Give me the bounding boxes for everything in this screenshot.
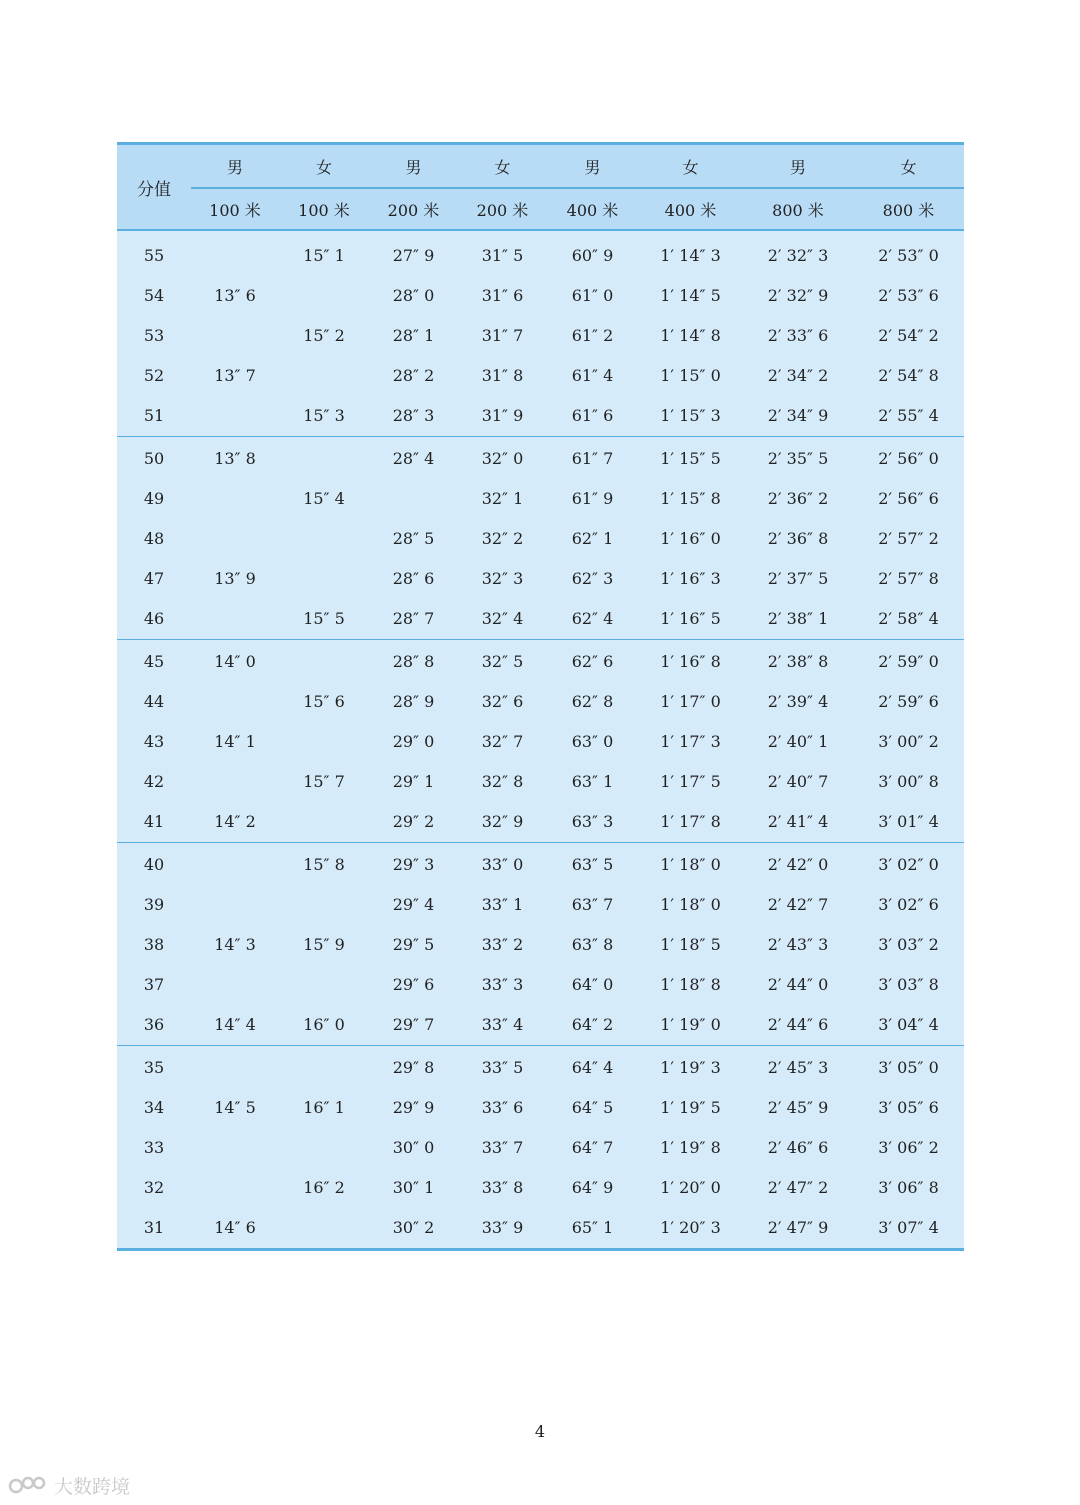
- score-cell: 33: [143, 1137, 165, 1157]
- time-cell: 62″ 6: [571, 652, 614, 672]
- table-row: [117, 682, 964, 722]
- time-cell: 29″ 5: [392, 934, 435, 954]
- time-cell: 2′ 34″ 9: [767, 405, 829, 425]
- event-header: 200 米: [387, 200, 440, 220]
- time-cell: 32″ 0: [481, 449, 524, 469]
- time-cell: 14″ 1: [214, 731, 256, 751]
- time-cell: 3′ 02″ 0: [878, 855, 939, 875]
- time-cell: 33″ 2: [481, 934, 524, 954]
- time-cell: 2′ 54″ 8: [878, 365, 939, 385]
- time-cell: 28″ 1: [392, 325, 435, 345]
- event-header: 800 米: [882, 200, 935, 220]
- time-cell: 32″ 2: [481, 528, 524, 548]
- time-cell: 2′ 56″ 0: [878, 449, 939, 469]
- table-header: [117, 145, 964, 231]
- time-cell: 29″ 9: [392, 1098, 435, 1118]
- time-cell: 62″ 8: [571, 692, 614, 712]
- table-row: [117, 1004, 964, 1044]
- time-cell: 2′ 40″ 1: [767, 731, 829, 751]
- time-cell: 63″ 5: [571, 855, 614, 875]
- time-cell: 1′ 19″ 3: [660, 1058, 721, 1078]
- event-header-row: [191, 189, 964, 229]
- time-cell: 15″ 9: [303, 934, 345, 954]
- time-cell: 33″ 1: [481, 895, 524, 915]
- watermark: [8, 1470, 130, 1500]
- table-row: [117, 479, 964, 519]
- time-cell: 2′ 46″ 6: [767, 1137, 829, 1157]
- score-column-header: 分值: [137, 179, 171, 200]
- time-cell: 1′ 15″ 3: [660, 405, 721, 425]
- score-cell: 47: [143, 568, 165, 588]
- table-row: [117, 395, 964, 435]
- table-row: [117, 722, 964, 762]
- time-cell: 28″ 0: [392, 286, 435, 306]
- time-cell: 1′ 16″ 5: [660, 608, 721, 628]
- time-cell: 2′ 32″ 3: [767, 246, 829, 266]
- time-cell: 16″ 1: [303, 1098, 345, 1118]
- gender-header: 男: [226, 157, 243, 177]
- time-cell: 2′ 42″ 7: [767, 895, 829, 915]
- time-cell: 14″ 0: [214, 652, 256, 672]
- time-cell: 2′ 58″ 4: [878, 608, 939, 628]
- time-cell: 33″ 6: [481, 1098, 524, 1118]
- time-cell: 15″ 2: [303, 325, 345, 345]
- table-row: [117, 642, 964, 682]
- time-cell: 32″ 6: [481, 692, 524, 712]
- time-cell: 33″ 0: [481, 855, 524, 875]
- score-cell: 51: [143, 405, 165, 425]
- table-row: [117, 801, 964, 841]
- time-cell: 2′ 55″ 4: [878, 405, 939, 425]
- time-cell: 30″ 0: [392, 1137, 435, 1157]
- time-cell: 32″ 7: [481, 731, 524, 751]
- time-cell: 3′ 06″ 2: [878, 1137, 939, 1157]
- time-cell: 31″ 8: [481, 365, 524, 385]
- time-cell: 27″ 9: [392, 246, 435, 266]
- table-row: [117, 236, 964, 276]
- time-cell: 62″ 4: [571, 608, 614, 628]
- score-cell: 55: [143, 246, 165, 266]
- time-cell: 3′ 03″ 8: [878, 974, 939, 994]
- time-cell: 2′ 47″ 9: [767, 1217, 829, 1237]
- score-cell: 37: [143, 974, 165, 994]
- time-cell: 2′ 38″ 8: [767, 652, 829, 672]
- time-cell: 63″ 3: [571, 811, 614, 831]
- time-cell: 2′ 54″ 2: [878, 325, 939, 345]
- watermark-logo-icon: [8, 1474, 48, 1496]
- time-cell: 1′ 19″ 8: [660, 1137, 721, 1157]
- time-cell: 3′ 00″ 2: [878, 731, 939, 751]
- table-row: [117, 845, 964, 885]
- table-row: [117, 1128, 964, 1168]
- time-cell: 2′ 37″ 5: [767, 568, 829, 588]
- time-cell: 28″ 3: [392, 405, 435, 425]
- time-cell: 2′ 33″ 6: [767, 325, 829, 345]
- time-cell: 62″ 1: [571, 528, 614, 548]
- time-cell: 28″ 7: [392, 608, 435, 628]
- event-header: 400 米: [664, 200, 717, 220]
- event-header: 800 米: [772, 200, 824, 220]
- time-cell: 28″ 9: [392, 692, 435, 712]
- time-cell: 13″ 7: [214, 365, 256, 385]
- time-cell: 15″ 5: [303, 608, 345, 628]
- time-cell: 62″ 3: [571, 568, 614, 588]
- time-cell: 3′ 01″ 4: [878, 811, 939, 831]
- score-cell: 52: [143, 365, 165, 385]
- score-cell: 39: [143, 895, 165, 915]
- score-cell: 36: [143, 1014, 165, 1034]
- time-cell: 3′ 00″ 8: [878, 771, 939, 791]
- time-cell: 29″ 8: [392, 1058, 435, 1078]
- time-cell: 15″ 3: [303, 405, 345, 425]
- time-cell: 61″ 2: [571, 325, 614, 345]
- time-cell: 1′ 16″ 0: [660, 528, 721, 548]
- time-cell: 1′ 14″ 8: [660, 325, 721, 345]
- time-cell: 3′ 07″ 4: [878, 1217, 939, 1237]
- time-cell: 1′ 16″ 8: [660, 652, 721, 672]
- time-cell: 31″ 6: [481, 286, 524, 306]
- table-row: [117, 276, 964, 316]
- time-cell: 29″ 1: [392, 771, 435, 791]
- time-cell: 64″ 2: [571, 1014, 614, 1034]
- event-header: 400 米: [566, 200, 619, 220]
- time-cell: 61″ 9: [571, 489, 614, 509]
- time-cell: 2′ 42″ 0: [767, 855, 829, 875]
- time-cell: 14″ 2: [214, 811, 256, 831]
- time-cell: 2′ 35″ 5: [767, 449, 829, 469]
- time-cell: 33″ 8: [481, 1177, 524, 1197]
- time-cell: 16″ 0: [303, 1014, 345, 1034]
- time-cell: 33″ 5: [481, 1058, 524, 1078]
- time-cell: 15″ 4: [303, 489, 345, 509]
- time-cell: 32″ 3: [481, 568, 524, 588]
- row-group: [117, 234, 964, 437]
- time-cell: 13″ 8: [214, 449, 256, 469]
- row-group: [117, 437, 964, 640]
- table-row: [117, 1207, 964, 1247]
- time-cell: 1′ 20″ 3: [660, 1217, 721, 1237]
- time-cell: 63″ 0: [571, 731, 614, 751]
- score-cell: 43: [143, 731, 165, 751]
- score-cell: 53: [143, 325, 165, 345]
- table-row: [117, 439, 964, 479]
- time-cell: 1′ 17″ 5: [660, 771, 721, 791]
- gender-header: 女: [315, 157, 332, 177]
- time-cell: 64″ 5: [571, 1098, 614, 1118]
- time-cell: 15″ 7: [303, 771, 345, 791]
- event-header: 200 米: [476, 200, 529, 220]
- time-cell: 2′ 47″ 2: [767, 1177, 829, 1197]
- time-cell: 3′ 06″ 8: [878, 1177, 939, 1197]
- score-cell: 46: [143, 608, 165, 628]
- time-cell: 2′ 56″ 6: [878, 489, 939, 509]
- time-cell: 2′ 40″ 7: [767, 771, 829, 791]
- time-cell: 2′ 59″ 6: [878, 692, 939, 712]
- time-cell: 29″ 0: [392, 731, 435, 751]
- time-cell: 64″ 9: [571, 1177, 614, 1197]
- time-cell: 15″ 1: [303, 246, 345, 266]
- time-cell: 28″ 2: [392, 365, 435, 385]
- time-cell: 2′ 41″ 4: [767, 811, 829, 831]
- time-cell: 61″ 0: [571, 286, 614, 306]
- time-cell: 1′ 16″ 3: [660, 568, 721, 588]
- event-header: 100 米: [209, 200, 261, 220]
- score-cell: 54: [143, 286, 165, 306]
- time-cell: 14″ 4: [214, 1014, 256, 1034]
- time-cell: 31″ 9: [481, 405, 524, 425]
- time-cell: 29″ 3: [392, 855, 435, 875]
- score-cell: 32: [143, 1177, 165, 1197]
- score-cell: 45: [143, 652, 165, 672]
- time-cell: 32″ 9: [481, 811, 524, 831]
- row-group: [117, 843, 964, 1046]
- time-cell: 1′ 18″ 0: [660, 895, 721, 915]
- time-cell: 63″ 8: [571, 934, 614, 954]
- score-cell: 50: [143, 449, 165, 469]
- gender-header-row: [191, 145, 964, 189]
- time-cell: 64″ 0: [571, 974, 614, 994]
- time-cell: 14″ 6: [214, 1217, 256, 1237]
- event-header: 100 米: [298, 200, 350, 220]
- time-cell: 28″ 8: [392, 652, 435, 672]
- gender-header: 女: [682, 157, 699, 177]
- table-row: [117, 1088, 964, 1128]
- table-row: [117, 1167, 964, 1207]
- time-cell: 15″ 8: [303, 855, 345, 875]
- table-body: [117, 231, 964, 1248]
- time-cell: 2′ 53″ 0: [878, 246, 939, 266]
- time-cell: 1′ 15″ 8: [660, 489, 721, 509]
- time-cell: 32″ 1: [481, 489, 524, 509]
- time-cell: 1′ 18″ 0: [660, 855, 721, 875]
- row-group: [117, 1046, 964, 1248]
- time-cell: 16″ 2: [303, 1177, 345, 1197]
- time-cell: 1′ 15″ 0: [660, 365, 721, 385]
- time-cell: 33″ 3: [481, 974, 524, 994]
- table-row: [117, 925, 964, 965]
- time-cell: 29″ 4: [392, 895, 435, 915]
- time-cell: 2′ 59″ 0: [878, 652, 939, 672]
- time-cell: 1′ 19″ 0: [660, 1014, 721, 1034]
- time-cell: 31″ 5: [481, 246, 524, 266]
- time-cell: 1′ 14″ 5: [660, 286, 721, 306]
- time-cell: 63″ 7: [571, 895, 614, 915]
- time-cell: 2′ 45″ 9: [767, 1098, 829, 1118]
- time-cell: 13″ 9: [214, 568, 256, 588]
- time-cell: 2′ 38″ 1: [767, 608, 829, 628]
- table-row: [117, 1048, 964, 1088]
- time-cell: 32″ 4: [481, 608, 524, 628]
- time-cell: 64″ 4: [571, 1058, 614, 1078]
- time-cell: 64″ 7: [571, 1137, 614, 1157]
- time-cell: 3′ 05″ 0: [878, 1058, 939, 1078]
- page-number: 4: [534, 1422, 546, 1441]
- time-cell: 13″ 6: [214, 286, 256, 306]
- score-cell: 44: [143, 692, 165, 712]
- gender-header: 男: [584, 157, 601, 177]
- time-cell: 15″ 6: [303, 692, 345, 712]
- table-row: [117, 885, 964, 925]
- table-row: [117, 964, 964, 1004]
- score-cell: 34: [143, 1098, 165, 1118]
- gender-header: 男: [405, 157, 422, 177]
- time-cell: 63″ 1: [571, 771, 614, 791]
- time-cell: 3′ 02″ 6: [878, 895, 939, 915]
- time-cell: 28″ 5: [392, 528, 435, 548]
- time-cell: 60″ 9: [571, 246, 614, 266]
- watermark-text: 大数跨境: [54, 1475, 131, 1498]
- score-cell: 31: [143, 1217, 165, 1237]
- time-cell: 1′ 15″ 5: [660, 449, 721, 469]
- time-cell: 28″ 6: [392, 568, 435, 588]
- time-cell: 32″ 5: [481, 652, 524, 672]
- score-cell: 48: [143, 528, 165, 548]
- score-cell: 40: [143, 855, 165, 875]
- time-cell: 30″ 2: [392, 1217, 435, 1237]
- score-cell: 41: [143, 811, 165, 831]
- time-cell: 29″ 2: [392, 811, 435, 831]
- table-row: [117, 355, 964, 395]
- time-cell: 1′ 19″ 5: [660, 1098, 721, 1118]
- time-cell: 33″ 7: [481, 1137, 524, 1157]
- time-cell: 2′ 36″ 8: [767, 528, 829, 548]
- table-row: [117, 519, 964, 559]
- time-cell: 28″ 4: [392, 449, 435, 469]
- time-cell: 3′ 04″ 4: [878, 1014, 939, 1034]
- table-row: [117, 598, 964, 638]
- time-cell: 61″ 4: [571, 365, 614, 385]
- time-cell: 1′ 17″ 8: [660, 811, 721, 831]
- time-cell: 1′ 18″ 5: [660, 934, 721, 954]
- gender-header: 女: [494, 157, 511, 177]
- time-cell: 2′ 36″ 2: [767, 489, 829, 509]
- score-table: [117, 142, 964, 1251]
- score-cell: 38: [143, 934, 165, 954]
- time-cell: 1′ 18″ 8: [660, 974, 721, 994]
- time-cell: 1′ 17″ 3: [660, 731, 721, 751]
- time-cell: 2′ 44″ 0: [767, 974, 829, 994]
- table-row: [117, 558, 964, 598]
- row-group: [117, 640, 964, 843]
- table-row: [117, 761, 964, 801]
- time-cell: 2′ 57″ 8: [878, 568, 939, 588]
- time-cell: 61″ 7: [571, 449, 614, 469]
- time-cell: 29″ 6: [392, 974, 435, 994]
- gender-header: 男: [789, 157, 806, 177]
- time-cell: 14″ 3: [214, 934, 256, 954]
- time-cell: 33″ 4: [481, 1014, 524, 1034]
- time-cell: 2′ 45″ 3: [767, 1058, 829, 1078]
- time-cell: 29″ 7: [392, 1014, 435, 1034]
- time-cell: 2′ 43″ 3: [767, 934, 829, 954]
- gender-header: 女: [900, 157, 917, 177]
- table-row: [117, 316, 964, 356]
- time-cell: 32″ 8: [481, 771, 524, 791]
- time-cell: 61″ 6: [571, 405, 614, 425]
- time-cell: 3′ 05″ 6: [878, 1098, 939, 1118]
- time-cell: 2′ 57″ 2: [878, 528, 939, 548]
- time-cell: 1′ 14″ 3: [660, 246, 721, 266]
- time-cell: 31″ 7: [481, 325, 524, 345]
- time-cell: 2′ 39″ 4: [767, 692, 829, 712]
- time-cell: 65″ 1: [571, 1217, 614, 1237]
- time-cell: 2′ 53″ 6: [878, 286, 939, 306]
- time-cell: 3′ 03″ 2: [878, 934, 939, 954]
- time-cell: 14″ 5: [214, 1098, 256, 1118]
- time-cell: 1′ 20″ 0: [660, 1177, 721, 1197]
- time-cell: 2′ 32″ 9: [767, 286, 829, 306]
- time-cell: 30″ 1: [392, 1177, 435, 1197]
- time-cell: 33″ 9: [481, 1217, 524, 1237]
- score-cell: 35: [143, 1058, 165, 1078]
- time-cell: 2′ 44″ 6: [767, 1014, 829, 1034]
- time-cell: 1′ 17″ 0: [660, 692, 721, 712]
- score-cell: 49: [143, 489, 165, 509]
- score-cell: 42: [143, 771, 165, 791]
- time-cell: 2′ 34″ 2: [767, 365, 829, 385]
